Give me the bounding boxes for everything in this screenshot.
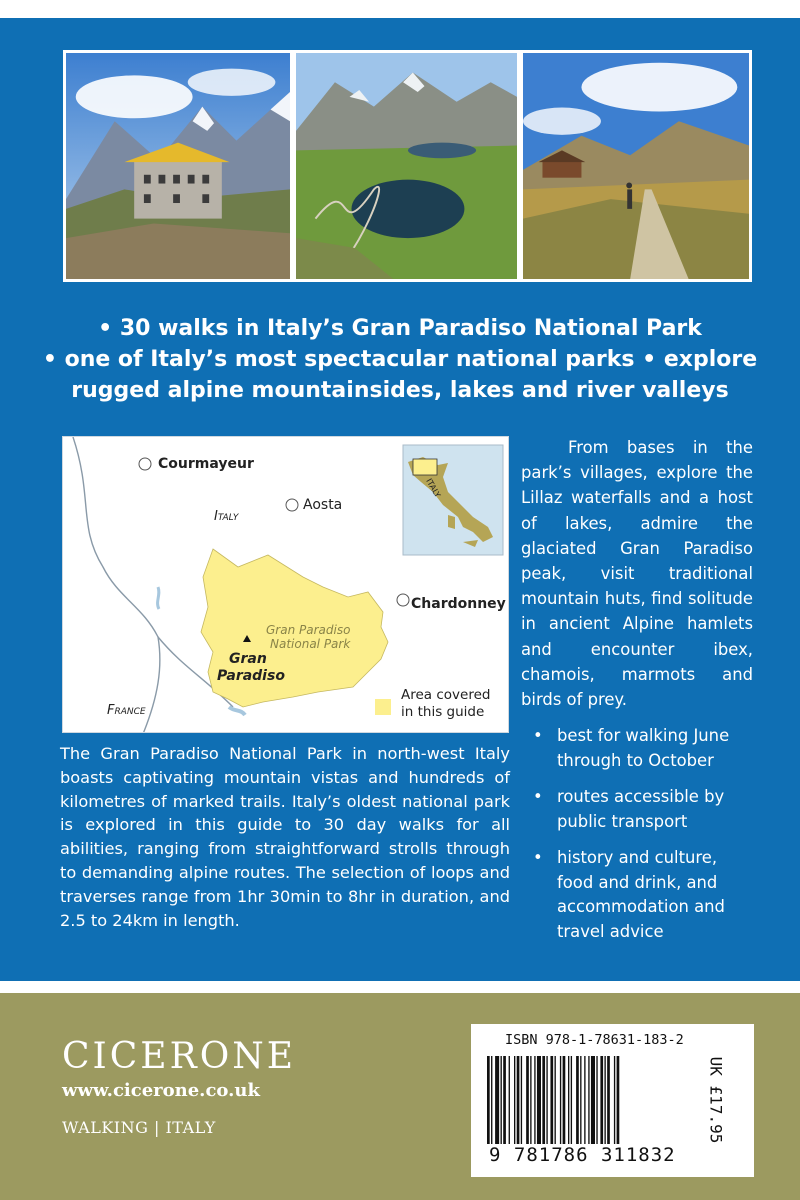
photo-mountain-lake: [293, 50, 520, 282]
side-column: [521, 435, 753, 956]
feature-item: • routes accessible by public transport: [521, 785, 753, 834]
map-label-courmayeur: Courmayeur: [158, 456, 254, 472]
feature-list: [521, 724, 753, 944]
barcode-icon: [487, 1056, 709, 1152]
map-label-france: France: [107, 703, 146, 718]
map-label-park-line1: Gran Paradiso: [266, 623, 351, 637]
photo-mountain-hut: [63, 50, 293, 282]
map-label-chardonney: Chardonney: [411, 596, 506, 612]
map-label-aosta: Aosta: [303, 497, 343, 513]
publisher-logo: CICERONE: [62, 1036, 296, 1077]
map-legend-line1: Area covered: [401, 687, 491, 703]
headline-line: • one of Italy’s most spectacular national parks • explore: [42, 347, 758, 372]
category-label: WALKING | ITALY: [62, 1118, 216, 1137]
area-map: [62, 436, 509, 733]
publisher-url: www.cicerone.co.uk: [62, 1080, 260, 1101]
map-label-italy: Italy: [214, 509, 239, 524]
map-label-peak-line2: Paradiso: [217, 668, 285, 684]
map-label-park-line2: National Park: [270, 637, 351, 651]
headline: [40, 313, 760, 406]
map-label-peak-line1: Gran: [229, 651, 267, 667]
isbn-text: ISBN 978-1-78631-183-2: [505, 1032, 684, 1048]
side-paragraph: From bases in the park’s villages, explore the Lillaz waterfalls and a host of lakes, admire the glaciated Gran Paradiso peak, visit traditional mountain huts, find solitude in ancient Alpine hamlets and encounter ibex, chamois, marmots and birds of prey.: [521, 438, 753, 710]
price-label: UK £17.95: [706, 1056, 726, 1144]
map-inset-label: ITALY: [424, 477, 443, 500]
barcode-number: 9 781786 311832: [489, 1144, 676, 1166]
headline-line: • 30 walks in Italy’s Gran Paradiso National Park: [98, 316, 702, 341]
photo-valley-trail: [520, 50, 752, 282]
map-legend-line2: in this guide: [401, 704, 485, 720]
feature-item: • history and culture, food and drink, and accommodation and travel advice: [521, 846, 753, 944]
headline-line: rugged alpine mountainsides, lakes and river valleys: [71, 378, 729, 403]
feature-item: • best for walking June through to October: [521, 724, 753, 773]
intro-text: The Gran Paradiso National Park in north-west Italy boasts captivating mountain vistas and hundreds of kilometres of marked trails. Italy’s oldest national park is explored in this guide to 30 day walks for all abilities, ranging from straightforward strolls through to demanding alpine routes. The selection of loops and traverses range from 1hr 30min to 8hr in duration, and 2.5 to 24km in length.: [60, 744, 510, 930]
